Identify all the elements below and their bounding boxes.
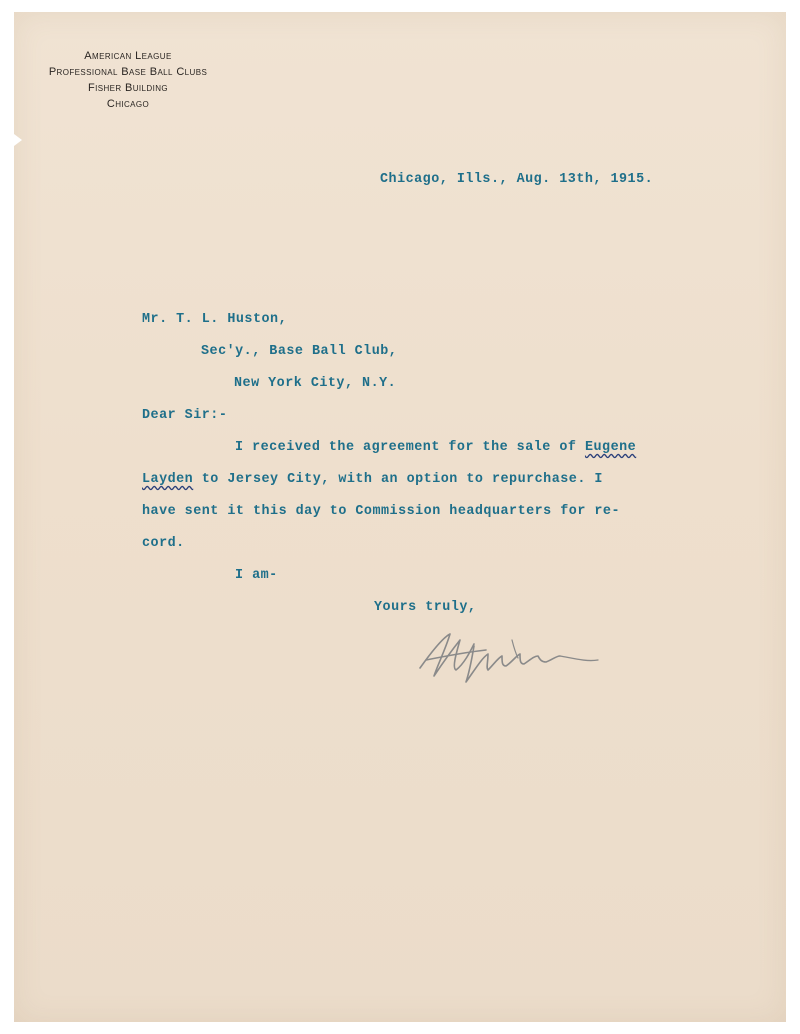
handwritten-signature-icon	[416, 624, 606, 688]
salutation: Dear Sir:-	[142, 408, 228, 423]
underlined-name-eugene: Eugene	[584, 440, 637, 455]
body-line-2	[142, 472, 603, 487]
body-line-1-text: I received the agreement for the sale of	[235, 440, 585, 455]
dateline: Chicago, Ills., Aug. 13th, 1915.	[380, 172, 654, 187]
underlined-name-layden: Layden	[142, 472, 194, 487]
letterhead-line-3: Fisher Building	[87, 82, 168, 94]
letterhead-line-4: Chicago	[106, 98, 150, 110]
letterhead	[38, 48, 218, 112]
body-line-3: have sent it this day to Commission headquarters for re-	[142, 504, 620, 519]
recipient-city: New York City, N.Y.	[234, 376, 397, 391]
letter-paper	[14, 12, 786, 1022]
valediction: Yours truly,	[374, 600, 477, 615]
recipient-title: Sec'y., Base Ball Club,	[201, 344, 398, 359]
paper-notch	[14, 134, 22, 146]
body-line-4: cord.	[142, 536, 185, 551]
recipient-name: Mr. T. L. Huston,	[142, 312, 288, 327]
closing-phrase: I am-	[235, 568, 278, 583]
body-line-2-text: to Jersey City, with an option to repurchase. I	[193, 472, 603, 487]
letterhead-line-2: Professional Base Ball Clubs	[48, 66, 208, 78]
letterhead-line-1: American League	[84, 50, 172, 62]
body-line-1	[235, 440, 636, 455]
